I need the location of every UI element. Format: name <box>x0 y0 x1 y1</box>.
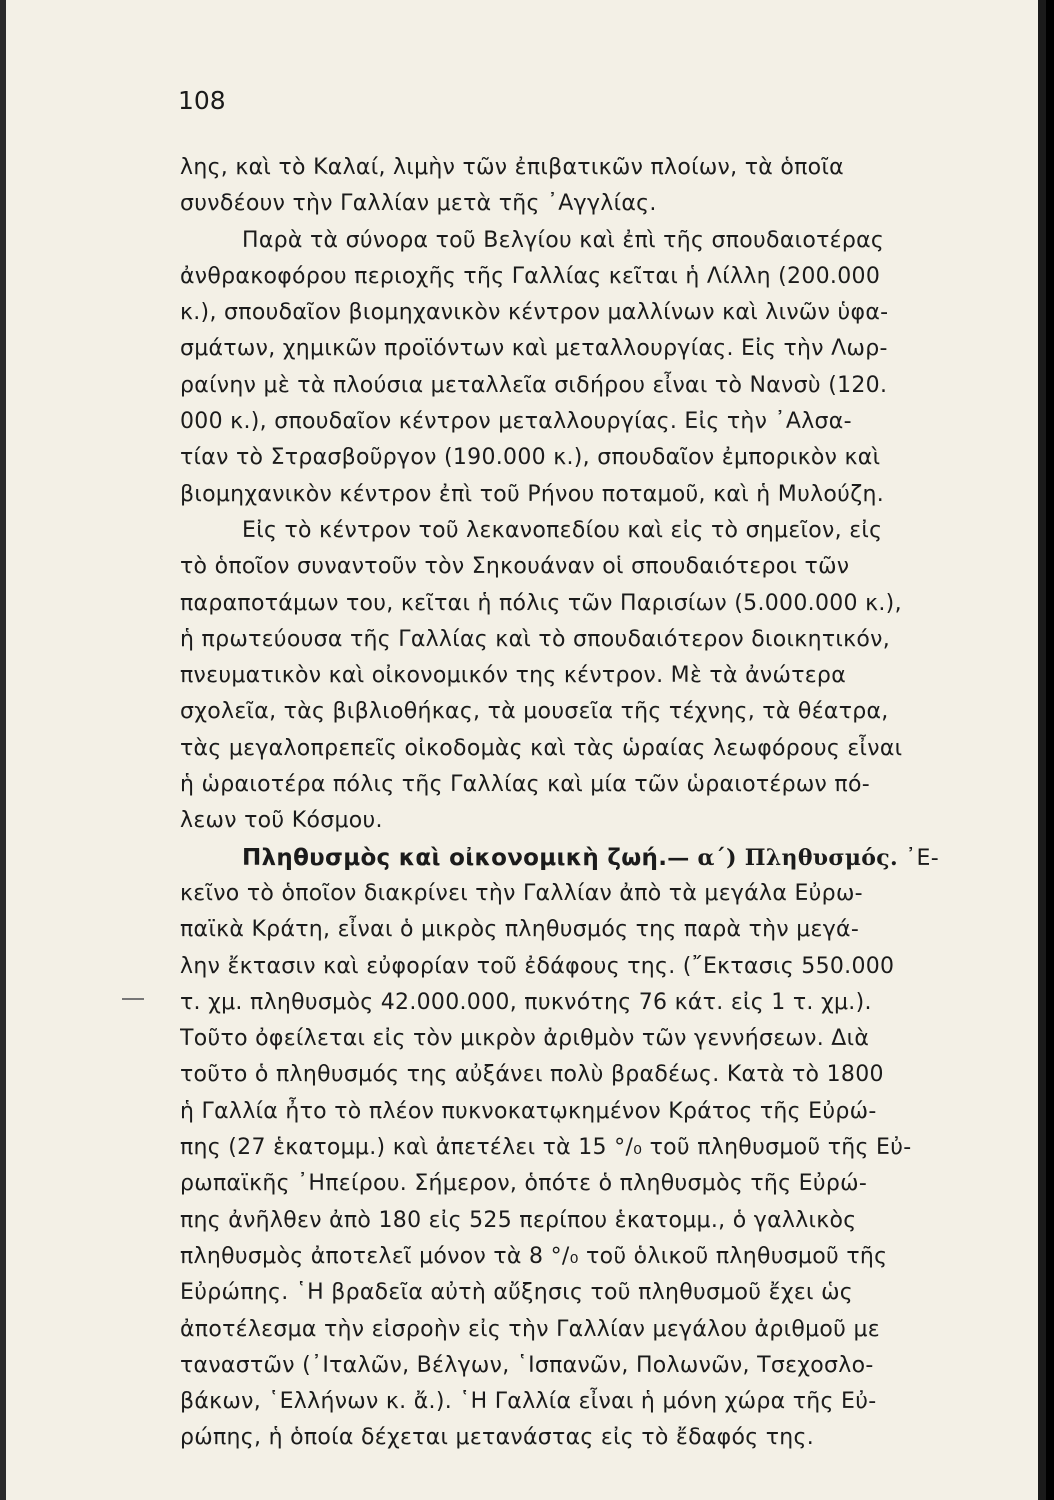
text-line: σχολεῖα, τὰς βιβλιοθήκας, τὰ μουσεῖα τῆς τέχνης, τὰ θέατρα, <box>180 699 889 725</box>
text-line: πης ἀνῆλθεν ἀπὸ 180 εἰς 525 περίπου ἑκατομμ., ὁ γαλλικὸς <box>180 1207 857 1233</box>
book-page <box>6 0 1046 1500</box>
heading-tail-text: ᾿Ε- <box>897 845 939 871</box>
text-line: πης (27 ἑκατομμ.) καὶ ἀπετέλει τὰ 15 °/₀ τοῦ πληθυσμοῦ τῆς Εὐ- <box>180 1135 912 1161</box>
text-line: πληθυσμὸς ἀποτελεῖ μόνον τὰ 8 °/₀ τοῦ ὁλικοῦ πληθυσμοῦ τῆς <box>180 1243 888 1269</box>
text-line: ἡ Γαλλία ἦτο τὸ πλέον πυκνοκατῳκημένον Κράτος τῆς Εὐρώ- <box>180 1098 877 1124</box>
text-line: παραποτάμων του, κεῖται ἡ πόλις τῶν Παρισίων (5.000.000 κ.), <box>180 590 902 616</box>
text-line: κεῖνο τὸ ὁποῖον διακρίνει τὴν Γαλλίαν ἀπὸ τὰ μεγάλα Εὐρω- <box>180 880 863 906</box>
text-line: ρωπαϊκῆς ᾿Ηπείρου. Σήμερον, ὁπότε ὁ πληθυσμὸς τῆς Εὐρώ- <box>180 1171 868 1197</box>
text-line: λης, καὶ τὸ Καλαί, λιμὴν τῶν ἐπιβατικῶν πλοίων, τὰ ὁποῖα <box>180 155 844 180</box>
text-line: Τοῦτο ὀφείλεται εἰς τὸν μικρὸν ἀριθμὸν τῶν γεννήσεων. Διὰ <box>180 1026 870 1052</box>
subsection-heading: — α΄) Πληθυσμός. <box>667 844 898 871</box>
text-line: πνευματικὸν καὶ οἰκονομικόν της κέντρον. Μὲ τὰ ἀνώτερα <box>180 663 846 689</box>
text-line: τὸ ὁποῖον συναντοῦν τὸν Σηκουάναν οἱ σπουδαιότεροι τῶν <box>180 554 850 580</box>
text-line: βάκων, ῾Ελλήνων κ. ἄ.). ῾Η Γαλλία εἶναι ἡ μόνη χώρα τῆς Εὐ- <box>180 1389 877 1415</box>
text-line: βιομηχανικὸν κέντρον ἐπὶ τοῦ Ρήνου ποταμοῦ, καὶ ἡ Μυλούζη. <box>180 481 885 507</box>
text-line: κ.), σπουδαῖον βιομηχανικὸν κέντρον μαλλίνων καὶ λινῶν ὑφα- <box>180 300 889 326</box>
text-line: ρώπης, ἡ ὁποία δέχεται μετανάστας εἰς τὸ ἔδαφός της. <box>180 1425 815 1451</box>
section-heading-line <box>180 840 1024 876</box>
text-line: ἀνθρακοφόρου περιοχῆς τῆς Γαλλίας κεῖται ἡ Λίλλη (200.000 <box>180 263 881 289</box>
text-line: τίαν τὸ Στρασβοῦργον (190.000 κ.), σπουδαῖον ἐμπορικὸν καὶ <box>180 445 881 471</box>
scan-edge-right <box>1038 0 1046 1500</box>
text-line: Εὐρώπης. ῾Η βραδεῖα αὐτὴ αὔξησις τοῦ πληθυσμοῦ ἔχει ὡς <box>180 1280 853 1306</box>
text-line: ἡ ὡραιοτέρα πόλις τῆς Γαλλίας καὶ μία τῶν ὡραιοτέρων πό- <box>180 772 870 798</box>
text-line: 000 κ.), σπουδαῖον κέντρον μεταλλουργίας. Εἰς τὴν ᾿Αλσα- <box>180 409 852 435</box>
text-line: τοῦτο ὁ πληθυσμός της αὐξάνει πολὺ βραδέως. Κατὰ τὸ 1800 <box>180 1062 884 1088</box>
text-line: τὰς μεγαλοπρεπεῖς οἰκοδομὰς καὶ τὰς ὡραίας λεωφόρους εἶναι <box>180 735 903 761</box>
section-heading: Πληθυσμὸς καὶ οἰκονομικὴ ζωή. <box>242 844 668 871</box>
text-line: τ. χμ. πληθυσμὸς 42.000.000, πυκνότης 76 κάτ. εἰς 1 τ. χμ.). <box>180 989 872 1015</box>
body-text <box>180 150 1024 1457</box>
text-line: λην ἔκτασιν καὶ εὐφορίαν τοῦ ἐδάφους της. (῎Εκτασις 550.000 <box>180 953 895 979</box>
margin-dash-mark <box>122 998 144 1000</box>
text-line: ταναστῶν (᾿Ιταλῶν, Βέλγων, ῾Ισπανῶν, Πολωνῶν, Τσεχοσλο- <box>180 1352 874 1378</box>
paragraph-start: Εἰς τὸ κέντρον τοῦ λεκανοπεδίου καὶ εἰς τὸ σημεῖον, εἰς <box>242 517 883 543</box>
paragraph-start: Παρὰ τὰ σύνορα τοῦ Βελγίου καὶ ἐπὶ τῆς σπουδαιοτέρας <box>242 227 885 253</box>
text-line: συνδέουν τὴν Γαλλίαν μετὰ τῆς ᾿Αγγλίας. <box>180 191 657 217</box>
text-line: ἡ πρωτεύουσα τῆς Γαλλίας καὶ τὸ σπουδαιότερον διοικητικόν, <box>180 626 891 652</box>
text-line: παϊκὰ Κράτη, εἶναι ὁ μικρὸς πληθυσμός της παρὰ τὴν μεγά- <box>180 917 860 943</box>
text-line: σμάτων, χημικῶν προϊόντων καὶ μεταλλουργίας. Εἰς τὴν Λωρ- <box>180 336 888 362</box>
text-line: ἀποτέλεσμα τὴν εἰσροὴν εἰς τὴν Γαλλίαν μεγάλου ἀριθμοῦ με <box>180 1316 880 1342</box>
text-line: ραίνην μὲ τὰ πλούσια μεταλλεῖα σιδήρου εἶναι τὸ Νανσὺ (120. <box>180 372 888 398</box>
page-number: 108 <box>178 86 226 115</box>
text-line: λεων τοῦ Κόσμου. <box>180 808 383 834</box>
